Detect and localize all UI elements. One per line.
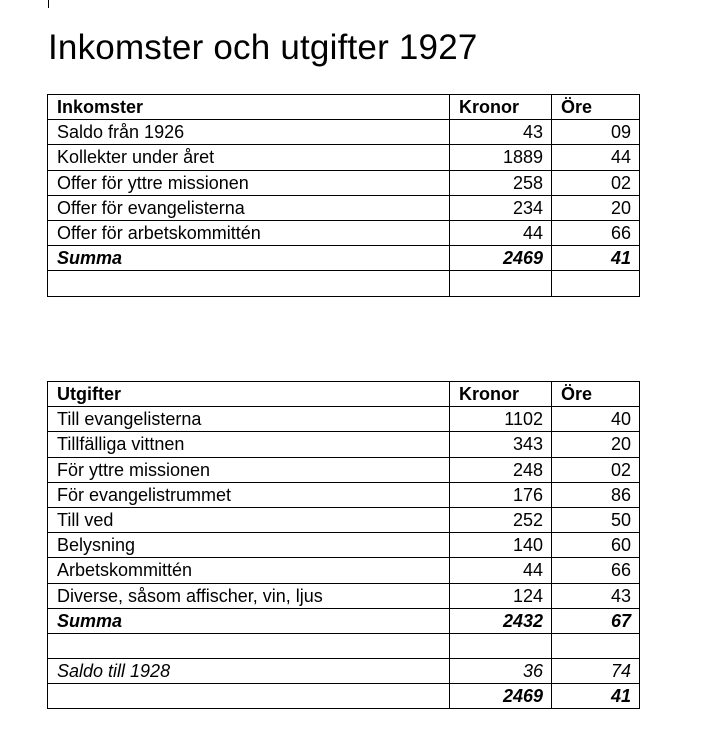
header-ore: Öre bbox=[552, 95, 640, 120]
header-ore: Öre bbox=[552, 382, 640, 407]
cell-description: Kollekter under året bbox=[48, 145, 450, 170]
table-row bbox=[48, 195, 640, 220]
total-row bbox=[48, 246, 640, 271]
cell-ore bbox=[552, 633, 640, 658]
cell-ore: 20 bbox=[552, 432, 640, 457]
table-row bbox=[48, 457, 640, 482]
cell-ore: 60 bbox=[552, 533, 640, 558]
cell-kronor: 1889 bbox=[450, 145, 552, 170]
cell-kronor bbox=[450, 633, 552, 658]
empty-row bbox=[48, 633, 640, 658]
cell-kronor bbox=[450, 271, 552, 296]
cell-kronor: 2432 bbox=[450, 608, 552, 633]
cell-description: Saldo till 1928 bbox=[48, 659, 450, 684]
cell-description: För yttre missionen bbox=[48, 457, 450, 482]
table-row bbox=[48, 482, 640, 507]
cell-description: Arbetskommittén bbox=[48, 558, 450, 583]
table-row bbox=[48, 558, 640, 583]
table-row bbox=[48, 120, 640, 145]
cell-description bbox=[48, 684, 450, 709]
cell-kronor: 252 bbox=[450, 507, 552, 532]
cell-description: För evangelistrummet bbox=[48, 482, 450, 507]
cell-kronor: 2469 bbox=[450, 684, 552, 709]
cell-ore: 41 bbox=[552, 684, 640, 709]
cell-description: Till evangelisterna bbox=[48, 407, 450, 432]
table-row bbox=[48, 583, 640, 608]
cell-ore: 66 bbox=[552, 220, 640, 245]
header-kronor: Kronor bbox=[450, 95, 552, 120]
cell-kronor: 234 bbox=[450, 195, 552, 220]
cell-ore: 86 bbox=[552, 482, 640, 507]
table-row bbox=[48, 170, 640, 195]
cell-ore: 40 bbox=[552, 407, 640, 432]
cell-kronor: 2469 bbox=[450, 246, 552, 271]
header-row bbox=[48, 382, 640, 407]
cell-kronor: 124 bbox=[450, 583, 552, 608]
table-row bbox=[48, 407, 640, 432]
cell-ore: 43 bbox=[552, 583, 640, 608]
header-description: Utgifter bbox=[48, 382, 450, 407]
cell-ore: 02 bbox=[552, 457, 640, 482]
cell-description: Summa bbox=[48, 608, 450, 633]
cell-description: Offer för yttre missionen bbox=[48, 170, 450, 195]
cell-description: Offer för evangelisterna bbox=[48, 195, 450, 220]
cell-kronor: 176 bbox=[450, 482, 552, 507]
header-kronor: Kronor bbox=[450, 382, 552, 407]
cell-description: Till ved bbox=[48, 507, 450, 532]
header-description: Inkomster bbox=[48, 95, 450, 120]
cell-description bbox=[48, 271, 450, 296]
cell-ore: 02 bbox=[552, 170, 640, 195]
cell-kronor: 44 bbox=[450, 558, 552, 583]
table-row bbox=[48, 507, 640, 532]
cell-description: Offer för arbetskommittén bbox=[48, 220, 450, 245]
cell-description: Belysning bbox=[48, 533, 450, 558]
cell-ore bbox=[552, 271, 640, 296]
expenses-table bbox=[47, 381, 640, 709]
grand-total-row bbox=[48, 684, 640, 709]
income-table bbox=[47, 94, 640, 297]
table-row bbox=[48, 220, 640, 245]
cell-description: Tillfälliga vittnen bbox=[48, 432, 450, 457]
cell-kronor: 248 bbox=[450, 457, 552, 482]
cell-ore: 50 bbox=[552, 507, 640, 532]
cell-kronor: 343 bbox=[450, 432, 552, 457]
header-row bbox=[48, 95, 640, 120]
cell-description: Summa bbox=[48, 246, 450, 271]
table-row bbox=[48, 432, 640, 457]
cell-kronor: 258 bbox=[450, 170, 552, 195]
page-title: Inkomster och utgifter 1927 bbox=[48, 28, 478, 67]
cell-ore: 09 bbox=[552, 120, 640, 145]
cell-kronor: 44 bbox=[450, 220, 552, 245]
cell-ore: 74 bbox=[552, 659, 640, 684]
cell-kronor: 140 bbox=[450, 533, 552, 558]
cell-description: Diverse, såsom affischer, vin, ljus bbox=[48, 583, 450, 608]
cell-ore: 41 bbox=[552, 246, 640, 271]
cell-description bbox=[48, 633, 450, 658]
cell-kronor: 43 bbox=[450, 120, 552, 145]
cell-ore: 67 bbox=[552, 608, 640, 633]
cell-ore: 44 bbox=[552, 145, 640, 170]
table-row bbox=[48, 533, 640, 558]
balance-row bbox=[48, 659, 640, 684]
cell-description: Saldo från 1926 bbox=[48, 120, 450, 145]
cell-ore: 66 bbox=[552, 558, 640, 583]
cell-kronor: 36 bbox=[450, 659, 552, 684]
cell-ore: 20 bbox=[552, 195, 640, 220]
text-cursor bbox=[48, 0, 49, 8]
empty-row bbox=[48, 271, 640, 296]
total-row bbox=[48, 608, 640, 633]
table-row bbox=[48, 145, 640, 170]
cell-kronor: 1102 bbox=[450, 407, 552, 432]
